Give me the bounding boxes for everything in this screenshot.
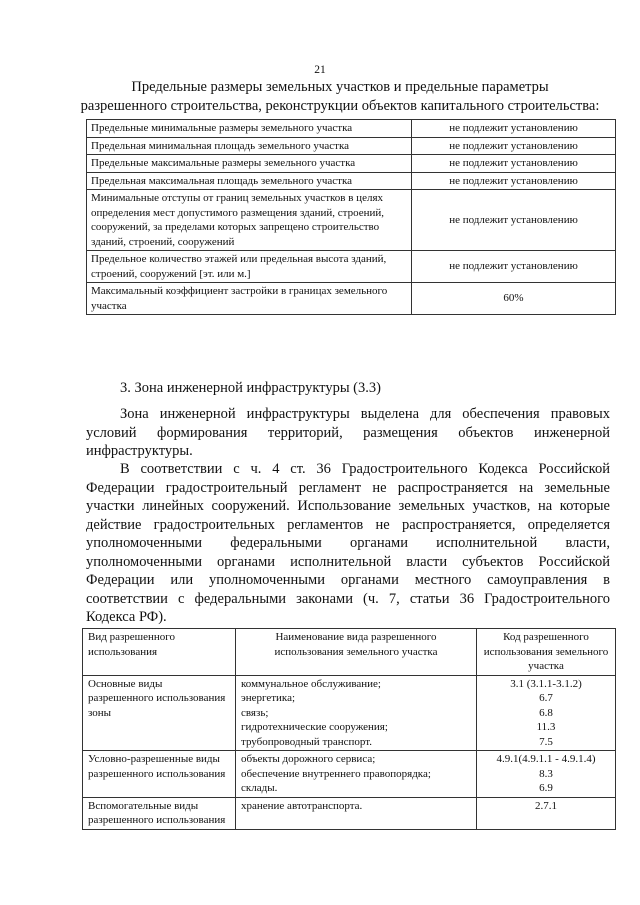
table-row xyxy=(83,797,616,829)
use-name: объекты дорожного сервиса; xyxy=(241,753,376,765)
page-number: 21 xyxy=(314,64,326,76)
permitted-uses-table xyxy=(82,628,616,830)
use-name: связь; xyxy=(241,706,269,719)
limits-table xyxy=(86,119,616,315)
use-names-cell xyxy=(236,675,477,751)
table-header-row xyxy=(83,629,616,676)
table-row xyxy=(87,155,616,173)
param-cell: Предельные минимальные размеры земельного участка xyxy=(87,120,412,138)
header-name: Наименование вида разрешенного использования земельного участка xyxy=(236,629,477,676)
use-code: 3.1 (3.1.1-3.1.2) xyxy=(510,677,582,690)
use-code: 6.9 xyxy=(539,782,553,794)
paragraph: В соответствии с ч. 4 ст. 36 Градостроительного Кодекса Российской Федерации градостроительный регламент не распространяется на земельные участки линейных сооружений. Использование земельных участков, на которые действие градостроительных регламентов не распространяется, определяется уполномоченными федеральными органами исполнительной власти, уполномоченными органами исполнительной власти субъектов Российской Федерации или уполномоченными органами местного самоуправления в соответствии с федеральными законами (ч. 7, статьи 36 Градостроительного Кодекса РФ). xyxy=(86,461,610,625)
value-cell: не подлежит установлению xyxy=(412,251,616,283)
use-names-cell xyxy=(236,797,477,829)
use-code: 7.5 xyxy=(539,735,553,748)
use-name: склады. xyxy=(241,782,278,794)
heading-line-2: разрешенного строительства, реконструкции объектов капитального строительства: xyxy=(80,98,600,114)
heading-line-1: Предельные размеры земельных участков и предельные параметры xyxy=(131,79,549,95)
use-name: хранение автотранспорта. xyxy=(241,799,363,812)
use-code: 11.3 xyxy=(536,721,556,733)
use-code: 2.7.1 xyxy=(535,799,557,812)
use-names-cell xyxy=(236,751,477,798)
table-row xyxy=(83,751,616,798)
table-row xyxy=(87,251,616,283)
header-type: Вид разрешенного использования xyxy=(83,629,236,676)
table-row xyxy=(87,283,616,315)
use-code: 6.8 xyxy=(539,706,553,719)
value-cell: не подлежит установлению xyxy=(412,137,616,155)
use-codes-cell xyxy=(477,675,616,751)
use-name: коммунальное обслуживание; xyxy=(241,677,381,690)
header-code: Код разрешенного использования земельного участка xyxy=(477,629,616,676)
table-row xyxy=(87,120,616,138)
value-cell: не подлежит установлению xyxy=(412,120,616,138)
use-code: 8.3 xyxy=(539,767,553,780)
use-name: обеспечение внутреннего правопорядка; xyxy=(241,767,431,780)
param-cell: Предельное количество этажей или предельная высота зданий, строений, сооружений [эт. или м.] xyxy=(87,251,412,283)
param-cell: Минимальные отступы от границ земельных участков в целях определения мест допустимого размещения зданий, строений, сооружений, за пределами которых запрещено строительство зданий, строений, сооружений xyxy=(87,190,412,251)
table-row xyxy=(87,190,616,251)
table-row xyxy=(87,137,616,155)
use-code: 4.9.1(4.9.1.1 - 4.9.1.4) xyxy=(496,753,596,765)
use-type-cell: Условно-разрешенные виды разрешенного использования xyxy=(83,751,236,798)
section-title: 3. Зона инженерной инфраструктуры (3.3) xyxy=(120,380,381,396)
table-row xyxy=(83,675,616,751)
use-code: 6.7 xyxy=(539,692,553,704)
page-heading xyxy=(60,78,620,116)
use-name: гидротехнические сооружения; xyxy=(241,721,388,733)
value-cell: не подлежит установлению xyxy=(412,155,616,173)
value-cell: не подлежит установлению xyxy=(412,172,616,190)
paragraph: Зона инженерной инфраструктуры выделена для обеспечения правовых условий формирования территорий, размещения объектов инженерной инфраструктуры. xyxy=(86,406,610,459)
use-codes-cell xyxy=(477,797,616,829)
param-cell: Предельная максимальная площадь земельного участка xyxy=(87,172,412,190)
table-row xyxy=(87,172,616,190)
use-name: трубопроводный транспорт. xyxy=(241,735,373,748)
use-type-cell: Основные виды разрешенного использования зоны xyxy=(83,675,236,751)
value-cell: 60% xyxy=(412,283,616,315)
param-cell: Максимальный коэффициент застройки в границах земельного участка xyxy=(87,283,412,315)
use-type-cell: Вспомогательные виды разрешенного использования xyxy=(83,797,236,829)
use-codes-cell xyxy=(477,751,616,798)
value-cell: не подлежит установлению xyxy=(412,190,616,251)
use-name: энергетика; xyxy=(241,692,296,704)
param-cell: Предельная минимальная площадь земельного участка xyxy=(87,137,412,155)
param-cell: Предельные максимальные размеры земельного участка xyxy=(87,155,412,173)
